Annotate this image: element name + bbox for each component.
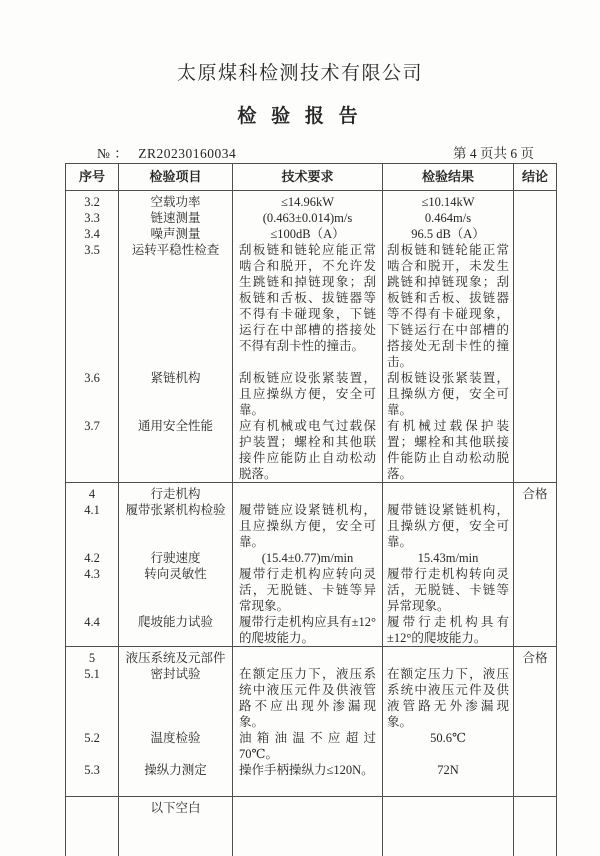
cell-no: 3.4 (66, 226, 119, 242)
cell-requirement: 油箱油温不应超过 70℃。 (233, 730, 383, 762)
table-row-4-1 (66, 502, 556, 550)
cell-result (383, 483, 514, 502)
table-row-3-2 (66, 191, 556, 210)
cell-no: 5 (66, 647, 119, 666)
cell-item: 液压系统及元部件 (119, 647, 233, 666)
cell-result: 履带行走机构转向灵活，无脱链、卡链等异常现象。 (383, 566, 514, 614)
report-title: 检 验 报 告 (237, 106, 363, 127)
cell-conclusion (514, 762, 556, 778)
cell-conclusion (514, 614, 556, 646)
table-row-5 (66, 647, 556, 666)
cell-no: 4.4 (66, 614, 119, 646)
cell-item: 转向灵敏性 (119, 566, 233, 614)
cell-result: 72N (383, 762, 514, 778)
cell-no: 3.6 (66, 370, 119, 418)
cell-no: 4.2 (66, 550, 119, 566)
cell-result (383, 647, 514, 666)
table-row-4-3 (66, 566, 556, 614)
cell-requirement: ≤100dB（A） (233, 226, 383, 242)
cell-no: 3.7 (66, 418, 119, 482)
cell-item: 履带张紧机构检验 (119, 502, 233, 550)
table-row-4 (66, 483, 556, 502)
section-blank (66, 797, 556, 856)
cell-requirement (233, 647, 383, 666)
cell-requirement: 履带行走机构应具有±12°的爬坡能力。 (233, 614, 383, 646)
cell-no (66, 778, 119, 796)
cell-requirement: 履带链应设紧链机构，且应操纵方便，安全可靠。 (233, 502, 383, 550)
cell-result: 50.6℃ (383, 730, 514, 762)
cell-item: 通用安全性能 (119, 418, 233, 482)
cell-item: 行走机构 (119, 483, 233, 502)
cell-item: 噪声测量 (119, 226, 233, 242)
cell-no: 3.5 (66, 242, 119, 370)
col-header-item: 检验项目 (119, 164, 233, 190)
cell-requirement: (15.4±0.77)m/min (233, 550, 383, 566)
cell-item: 爬坡能力试验 (119, 614, 233, 646)
cell-item: 运转平稳性检查 (119, 242, 233, 370)
cell-requirement: 应有机械或电气过载保护装置；螺栓和其他联接件应能防止自动松动脱落。 (233, 418, 383, 482)
cell-conclusion (514, 778, 556, 796)
cell-conclusion (514, 797, 556, 856)
cell-result (383, 797, 514, 856)
cell-result: ≤10.14kW (383, 191, 514, 210)
cell-item (119, 778, 233, 796)
cell-item: 密封试验 (119, 666, 233, 730)
cell-no: 3.2 (66, 191, 119, 210)
col-header-result: 检验结果 (383, 164, 514, 190)
cell-requirement: (0.463±0.014)m/s (233, 210, 383, 226)
cell-result: 0.464m/s (383, 210, 514, 226)
cell-result: 刮板链和链轮能正常啮合和脱开，未发生跳链和掉链现象；刮板链和舌板、拔链器等不得有卡碰现象，下链运行在中部槽的搭接处无刮卡性的撞击。 (383, 242, 514, 370)
table-row-3-4 (66, 226, 556, 242)
cell-requirement: 履带行走机构应转向灵活，无脱链、卡链等异常现象。 (233, 566, 383, 614)
inspection-table (65, 163, 557, 856)
cell-no: 5.1 (66, 666, 119, 730)
cell-conclusion (514, 566, 556, 614)
cell-item: 紧链机构 (119, 370, 233, 418)
cell-conclusion (514, 502, 556, 550)
table-row-3-6 (66, 370, 556, 418)
section-5 (66, 647, 556, 797)
table-row-3-3 (66, 210, 556, 226)
cell-result: 15.43m/min (383, 550, 514, 566)
cell-conclusion (514, 210, 556, 226)
cell-no: 5.3 (66, 762, 119, 778)
cell-requirement: 在额定压力下，液压系统中液压元件及供液管路不应出现外渗漏现象。 (233, 666, 383, 730)
col-header-no: 序号 (66, 164, 119, 190)
cell-no: 3.3 (66, 210, 119, 226)
report-number-value: ZR20230160034 (138, 146, 237, 161)
cell-requirement: 刮板链应设张紧装置，且应操纵方便，安全可靠。 (233, 370, 383, 418)
cell-no: 5.2 (66, 730, 119, 762)
table-row-blank (66, 797, 556, 856)
table-row-4-2 (66, 550, 556, 566)
cell-no: 4.1 (66, 502, 119, 550)
report-number (97, 142, 236, 162)
company-name: 太原煤科检测技术有限公司 (176, 63, 423, 84)
cell-result (383, 778, 514, 796)
col-header-conclusion: 结论 (521, 169, 548, 184)
table-row-3-5 (66, 242, 556, 370)
cell-item: 空载功率 (119, 191, 233, 210)
cell-item: 以下空白 (119, 797, 233, 856)
cell-requirement (233, 797, 383, 856)
cell-item: 温度检验 (119, 730, 233, 762)
cell-no: 4.3 (66, 566, 119, 614)
cell-requirement: ≤14.96kW (233, 191, 383, 210)
table-row-4-4 (66, 614, 556, 646)
cell-conclusion (514, 242, 556, 370)
table-row-spacer (66, 778, 556, 796)
table-row-5-1 (66, 666, 556, 730)
cell-requirement: 刮板链和链轮应能正常啮合和脱开，不允许发生跳链和掉链现象；刮板链和舌板、拔链器等不得有卡碰现象，下链运行在中部槽的搭接处不得有刮卡性的撞击。 (233, 242, 383, 370)
cell-conclusion (514, 226, 556, 242)
cell-conclusion: 合格 (522, 487, 548, 501)
cell-item: 行驶速度 (119, 550, 233, 566)
section-3 (66, 191, 556, 483)
cell-requirement: 操作手柄操纵力≤120N。 (233, 762, 383, 778)
cell-conclusion (514, 730, 556, 762)
cell-requirement (233, 483, 383, 502)
section-4 (66, 483, 556, 647)
table-row-3-7 (66, 418, 556, 482)
cell-requirement (233, 778, 383, 796)
table-row-5-3 (66, 762, 556, 778)
cell-result: 履带链设紧链机构，且操纵方便，安全可靠。 (383, 502, 514, 550)
cell-item: 操纵力测定 (119, 762, 233, 778)
table-header-row (66, 164, 556, 191)
cell-conclusion (514, 550, 556, 566)
cell-result: 履带行走机构具有±12°的爬坡能力。 (383, 614, 514, 646)
report-number-label: № ： (97, 146, 129, 161)
cell-no: 4 (66, 483, 119, 502)
cell-item: 链速测量 (119, 210, 233, 226)
report-meta (97, 142, 534, 162)
page-indicator: 第 4 页共 6 页 (453, 146, 534, 161)
cell-conclusion (514, 418, 556, 482)
cell-no (66, 797, 119, 856)
cell-conclusion: 合格 (522, 651, 548, 665)
cell-result: 96.5 dB（A） (383, 226, 514, 242)
cell-conclusion (514, 666, 556, 730)
col-header-requirement: 技术要求 (233, 164, 383, 190)
cell-result: 有机械过载保护装置；螺栓和其他联接件能防止自动松动脱落。 (383, 418, 514, 482)
cell-result: 刮板链设张紧装置，且操纵方便，安全可靠。 (383, 370, 514, 418)
cell-result: 在额定压力下，液压系统中液压元件及供液管路无外渗漏现象。 (383, 666, 514, 730)
cell-conclusion (514, 191, 556, 210)
cell-conclusion (514, 370, 556, 418)
table-row-5-2 (66, 730, 556, 762)
